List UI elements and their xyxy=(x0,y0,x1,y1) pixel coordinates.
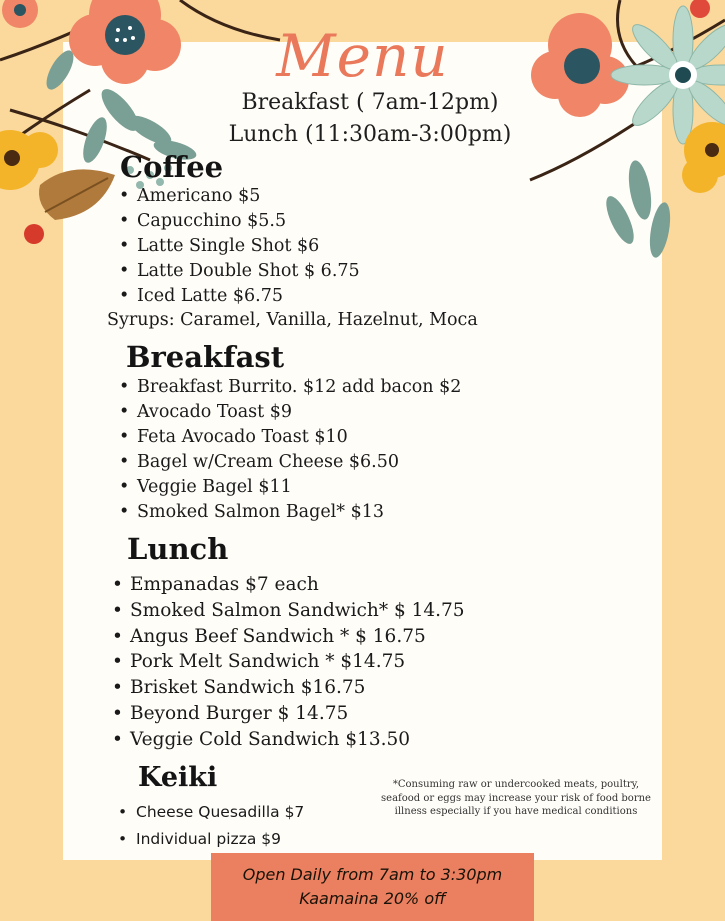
list-item: • Pork Melt Sandwich * $14.75 xyxy=(108,649,465,675)
list-item: • Breakfast Burrito. $12 add bacon $2 xyxy=(115,375,461,400)
list-item: • Brisket Sandwich $16.75 xyxy=(108,675,465,701)
list-item: • Angus Beef Sandwich * $ 16.75 xyxy=(108,624,465,650)
list-item: • Bagel w/Cream Cheese $6.50 xyxy=(115,450,461,475)
list-item: • Feta Avocado Toast $10 xyxy=(115,425,461,450)
list-item: • Latte Double Shot $ 6.75 xyxy=(115,259,360,284)
notice-line: illness especially if you have medical conditions xyxy=(394,806,638,817)
list-item: • Latte Single Shot $6 xyxy=(115,234,360,259)
coffee-heading: Coffee xyxy=(120,150,224,184)
keiki-list xyxy=(114,799,304,853)
hours-banner xyxy=(211,853,534,921)
discount-text: Kaamaina 20% off xyxy=(299,889,446,908)
list-item: • Avocado Toast $9 xyxy=(115,400,461,425)
breakfast-hours: Breakfast ( 7am-12pm) xyxy=(241,90,499,115)
breakfast-list xyxy=(115,375,461,525)
list-item: • Beyond Burger $ 14.75 xyxy=(108,701,465,727)
food-safety-notice xyxy=(380,778,652,819)
syrups-note: Syrups: Caramel, Vanilla, Hazelnut, Moca xyxy=(107,310,478,330)
list-item: • Empanadas $7 each xyxy=(108,572,465,598)
list-item: • Cheese Quesadilla $7 xyxy=(114,799,304,826)
coffee-list xyxy=(115,184,360,309)
breakfast-heading: Breakfast xyxy=(126,340,285,374)
menu-title: Menu xyxy=(276,22,449,90)
list-item: • Capucchino $5.5 xyxy=(115,209,360,234)
list-item: • Veggie Cold Sandwich $13.50 xyxy=(108,727,465,753)
list-item: • Americano $5 xyxy=(115,184,360,209)
list-item: • Iced Latte $6.75 xyxy=(115,284,360,309)
list-item: • Veggie Bagel $11 xyxy=(115,475,461,500)
open-hours-text: Open Daily from 7am to 3:30pm xyxy=(242,865,503,884)
lunch-list xyxy=(108,572,465,753)
list-item: • Smoked Salmon Bagel* $13 xyxy=(115,500,461,525)
list-item: • Individual pizza $9 xyxy=(114,826,304,853)
list-item: • Smoked Salmon Sandwich* $ 14.75 xyxy=(108,598,465,624)
keiki-heading: Keiki xyxy=(138,762,218,793)
lunch-heading: Lunch xyxy=(127,532,229,566)
notice-line: *Consuming raw or undercooked meats, poultry, xyxy=(392,779,640,790)
lunch-hours: Lunch (11:30am-3:00pm) xyxy=(228,122,512,147)
notice-line: seafood or eggs may increase your risk of food borne xyxy=(381,792,651,804)
